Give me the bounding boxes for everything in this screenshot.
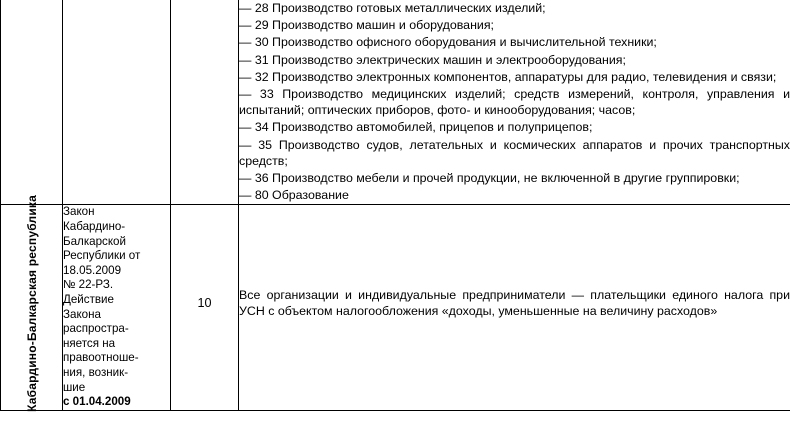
law-effective-date: с 01.04.2009 <box>63 395 131 409</box>
list-item: — 29 Производство машин и оборудования; <box>239 18 494 33</box>
tax-rate-wrap <box>171 205 238 401</box>
list-item: — 28 Производство готовых металлических изделий; <box>239 1 546 15</box>
region-label-wrap <box>1 195 62 412</box>
law-line: Балкарской <box>63 234 126 248</box>
list-item: — 36 Производство мебели и прочей продукции, не включенной в другие группировки; <box>239 171 740 186</box>
rate-cell-empty <box>171 0 239 205</box>
list-item: — 33 Производство медицинских изделий; средств измерений, контроля, управления и испытаний; оптических приборов, фото- и кинооборудования; часов; <box>239 87 790 118</box>
list-item: — 30 Производство офисного оборудования и вычислительной техники; <box>239 35 657 50</box>
law-line: шие <box>63 380 86 394</box>
law-line: Республики от <box>63 249 141 263</box>
law-line: распростра- <box>63 322 129 336</box>
region-cell-empty <box>1 0 63 205</box>
law-line: Кабардино- <box>63 220 126 234</box>
region-cell <box>1 195 63 412</box>
list-item: — 35 Производство судов, летательных и космических аппаратов и прочих транспортных средств; <box>239 137 790 168</box>
tax-rate-cell <box>171 205 239 410</box>
law-line: Закон <box>63 205 95 219</box>
law-line: Действие <box>63 293 114 306</box>
table-row <box>1 205 790 410</box>
table-row <box>1 0 790 205</box>
law-line: няется на <box>63 336 116 350</box>
taxpayer-description-wrap <box>239 205 790 401</box>
taxpayer-description-text: Все организации и индивидуальные предприниматели — плательщики единого налога при УСН с объектом налогообложения «доходы, уменьшенные на величину расходов» <box>239 288 790 319</box>
region-name: Кабардино-Балкарская республика <box>24 195 39 412</box>
law-line: 18.05.2009 <box>63 263 122 277</box>
law-cell-empty <box>63 0 171 205</box>
law-line: правоотноше- <box>63 351 139 365</box>
list-item: — 80 Образование <box>239 188 349 203</box>
law-line: Закона <box>63 307 101 321</box>
tax-rate-value: 10 <box>197 296 212 311</box>
list-item: — 34 Производство автомобилей, прицепов и полуприцепов; <box>239 120 593 135</box>
law-line: № 22-РЗ. <box>63 278 114 292</box>
list-item: — 31 Производство электрических машин и электрооборудования; <box>239 52 626 67</box>
list-item: — 32 Производство электронных компонентов, аппаратуры для радио, телевидения и связи; <box>239 69 777 84</box>
taxpayer-description-cell <box>239 205 790 410</box>
law-reference-cell <box>63 205 171 410</box>
activity-list-cell <box>239 0 790 205</box>
law-line: ния, возник- <box>63 365 129 379</box>
